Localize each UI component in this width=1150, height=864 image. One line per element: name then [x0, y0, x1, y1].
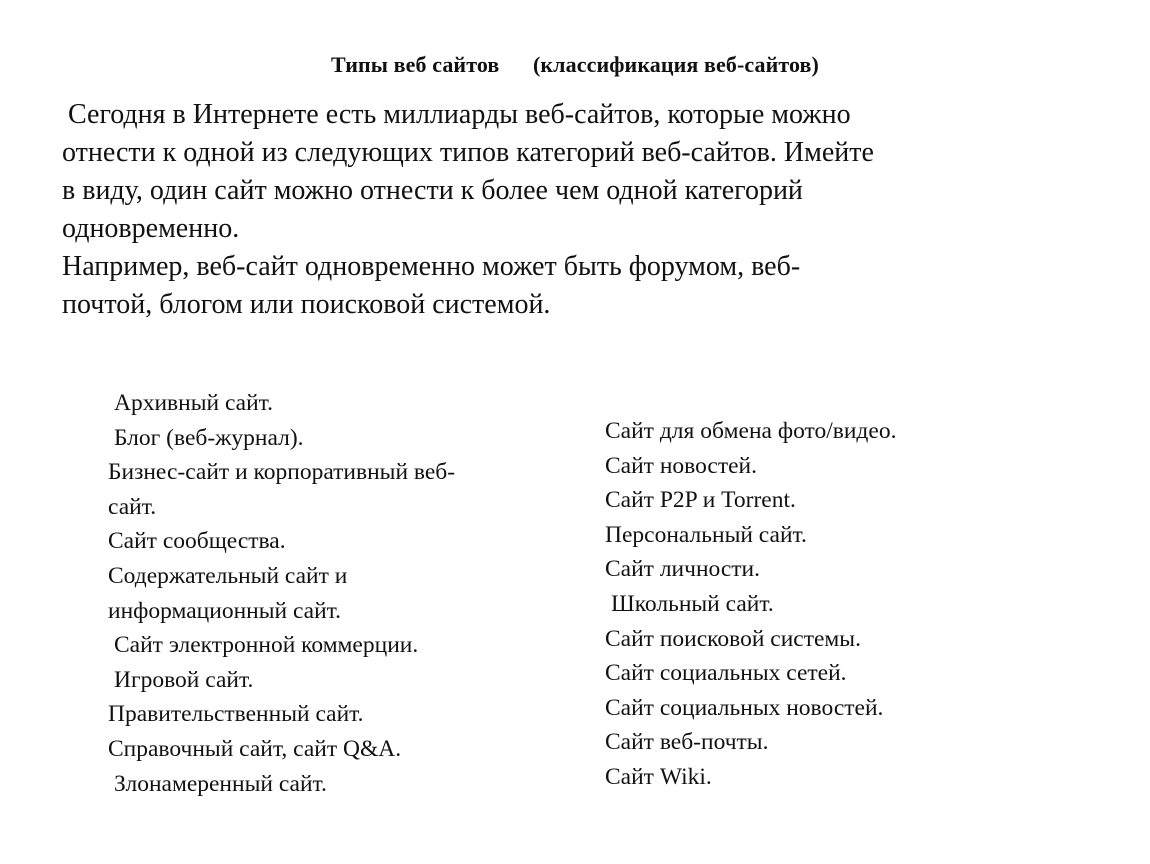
intro-line: отнести к одной из следующих типов категорий веб-сайтов. Имейте [62, 137, 874, 168]
intro-paragraph [62, 96, 1022, 324]
list-item: Школьный сайт. [611, 590, 774, 617]
list-item: Сайт веб-почты. [605, 729, 769, 756]
list-item: Архивный сайт. [114, 390, 274, 416]
list-item: Сайт социальных новостей. [605, 694, 884, 721]
intro-line: одновременно. [62, 213, 240, 244]
list-item: сайт. [108, 493, 157, 520]
list-item: информационный сайт. [108, 597, 342, 624]
list-item: Сайт электронной коммерции. [114, 632, 419, 659]
list-item: Блог (веб-журнал). [114, 424, 304, 451]
list-item: Сайт поисковой системы. [605, 625, 861, 652]
intro-line: Например, веб-сайт одновременно может быть форумом, веб- [62, 251, 801, 282]
list-item: Справочный сайт, сайт Q&A. [108, 735, 402, 762]
title-main: Типы веб сайтов [331, 52, 500, 77]
list-item: Бизнес-сайт и корпоративный веб- [108, 459, 456, 486]
list-item: Сайт P2P и Torrent. [605, 487, 796, 514]
intro-line: в виду, один сайт можно отнести к более чем одной категорий [62, 175, 803, 206]
list-item: Сайт для обмена фото/видео. [605, 418, 897, 444]
list-item: Сайт Wiki. [605, 763, 712, 790]
intro-line: Сегодня в Интернете есть миллиарды веб-сайтов, которые можно [68, 99, 851, 130]
list-item: Сайт социальных сетей. [605, 660, 847, 687]
list-item: Злонамеренный сайт. [114, 770, 327, 797]
list-item: Содержательный сайт и [108, 562, 348, 589]
intro-line: почтой, блогом или поисковой системой. [62, 289, 551, 320]
list-item: Игровой сайт. [114, 666, 254, 693]
list-item: Сайт сообщества. [108, 528, 286, 555]
list-item: Персональный сайт. [605, 521, 807, 548]
left-category-list [108, 386, 455, 801]
list-item: Правительственный сайт. [108, 701, 364, 728]
list-item: Сайт личности. [605, 556, 761, 583]
right-category-list [605, 414, 896, 795]
list-item: Сайт новостей. [605, 452, 758, 479]
page-title [0, 52, 1150, 78]
title-subtitle: (классификация веб-сайтов) [532, 52, 819, 77]
